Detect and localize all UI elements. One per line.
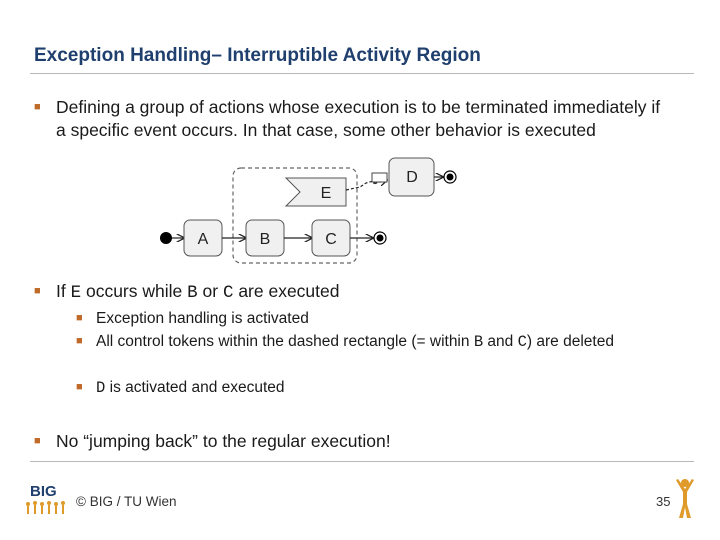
action-d-label: D	[406, 169, 418, 186]
bullet-3-text: No “jumping back” to the regular execution!	[56, 431, 391, 451]
action-a	[184, 220, 222, 256]
action-b-label: B	[259, 231, 271, 248]
input-pin	[372, 173, 387, 182]
sub-bullet-2-text: All control tokens within the dashed rectangle (= within B and C) are deleted	[96, 333, 614, 351]
big-logo	[22, 482, 70, 527]
footer-copyright: © BIG / TU Wien	[76, 494, 177, 509]
slide-title: Exception Handling– Interruptible Activity Region	[34, 45, 481, 66]
bullet-marker: ■	[34, 285, 41, 297]
bullet-1	[34, 96, 674, 141]
bullet-3	[34, 430, 674, 453]
bullet-marker: ■	[76, 381, 83, 393]
initial-node	[160, 232, 172, 244]
sub-bullet-3	[76, 376, 656, 400]
action-b	[246, 220, 284, 256]
bullet-marker: ■	[76, 312, 83, 324]
action-a-label: A	[197, 231, 209, 248]
event-e-label: E	[320, 185, 332, 202]
page-number: 35	[656, 494, 671, 509]
sub-bullet-1-text: Exception handling is activated	[96, 310, 309, 327]
person-figure-icon	[674, 478, 696, 525]
bullet-marker: ■	[34, 435, 41, 447]
bullet-marker: ■	[34, 101, 41, 113]
title-rule	[30, 73, 694, 74]
sub-bullet-1	[76, 307, 656, 330]
final-node-top	[444, 171, 456, 183]
action-d	[372, 158, 434, 196]
action-c-label: C	[325, 231, 337, 248]
sub-bullet-2	[76, 330, 656, 354]
accept-event-e	[286, 178, 346, 206]
bullet-1-text: Defining a group of actions whose execution is to be terminated immediately if a specific event occurs. In that case, some other behavior is executed	[56, 97, 661, 140]
bullet-marker: ■	[76, 335, 83, 347]
interruptible-region-diagram	[150, 150, 470, 265]
sub-bullet-3-text: D is activated and executed	[96, 379, 285, 397]
bullet-2	[34, 280, 674, 305]
footer-rule	[30, 461, 694, 462]
bullet-2-text: If E occurs while B or C are executed	[56, 281, 340, 303]
svg-text:BIG: BIG	[30, 483, 57, 500]
action-c	[312, 220, 350, 256]
final-node-bottom	[374, 232, 386, 244]
